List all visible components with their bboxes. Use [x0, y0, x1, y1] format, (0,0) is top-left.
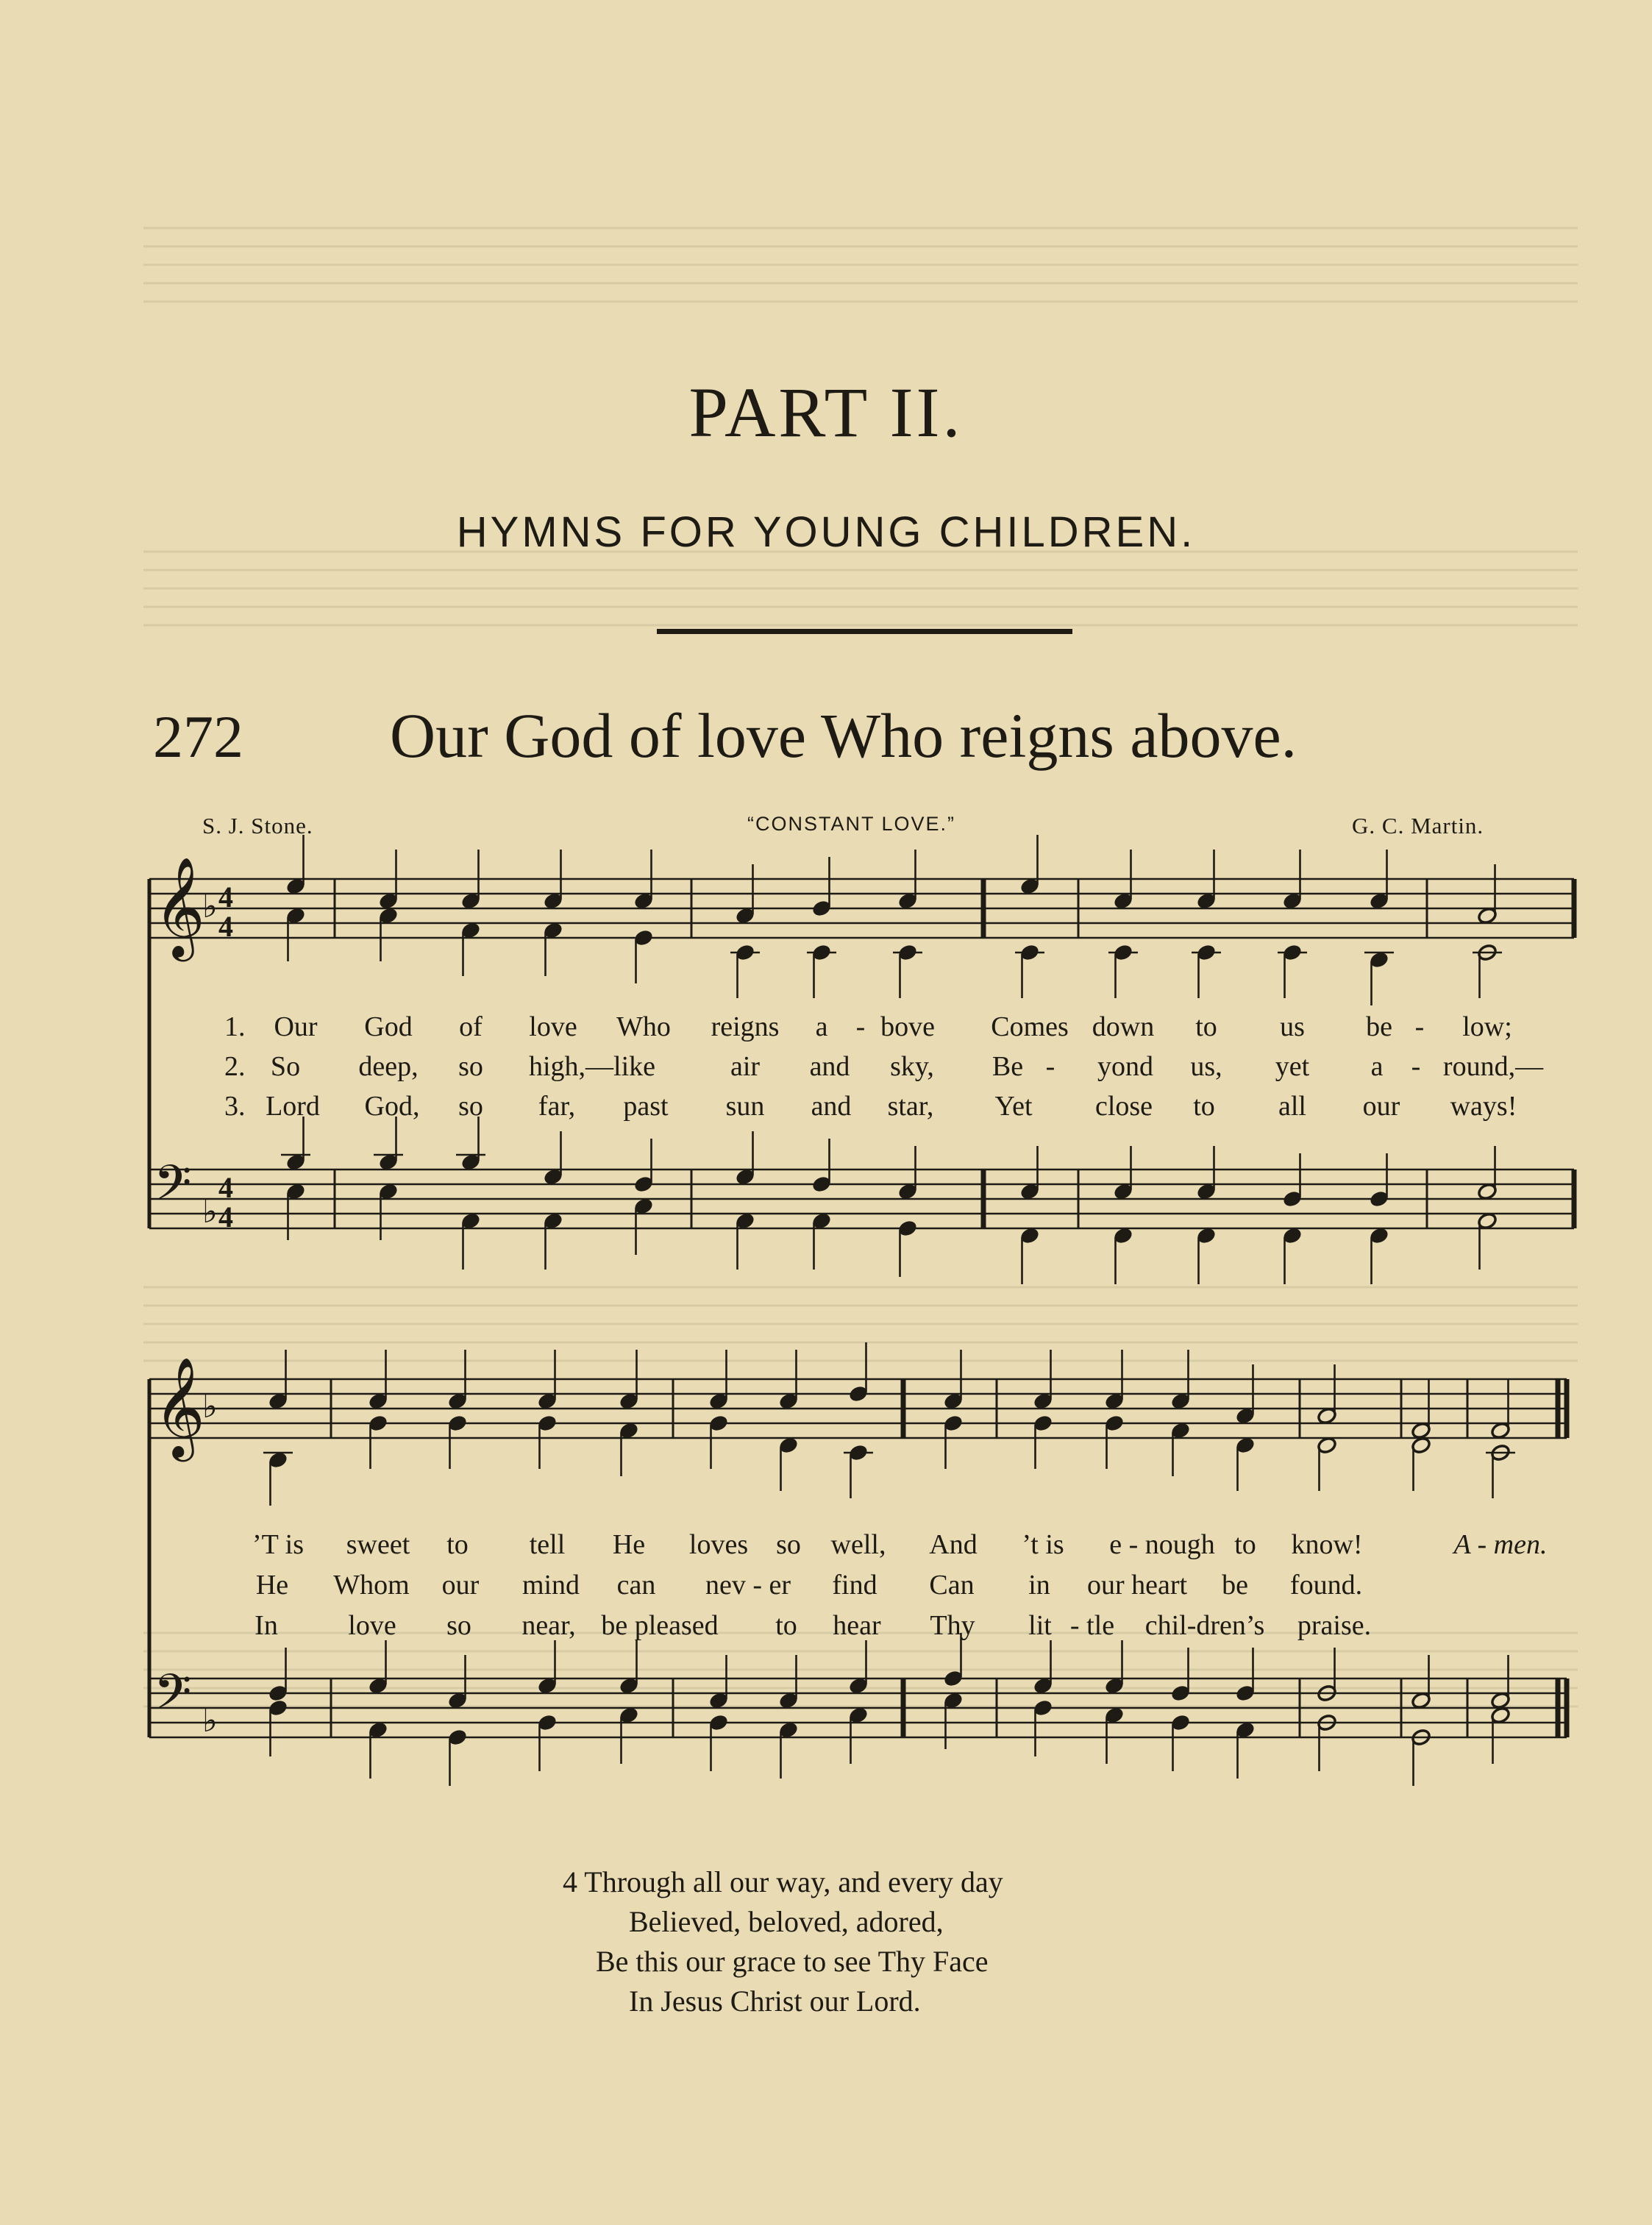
stanza-line: 4 Through all our way, and every day — [563, 1865, 1003, 1898]
lyric-syllable: ways! — [1450, 1091, 1517, 1122]
lyric-syllable: well, — [830, 1529, 886, 1560]
lyric-syllable: Who — [616, 1011, 671, 1042]
lyric-syllable: so — [458, 1091, 483, 1122]
lyric-syllable: loves — [688, 1529, 749, 1560]
lyric-syllable: yet — [1275, 1051, 1310, 1082]
lyric-syllable: so — [458, 1051, 483, 1082]
lyric-syllable: mind — [521, 1570, 580, 1601]
lyric-syllable: - — [1045, 1051, 1055, 1082]
lyric-syllable: be — [1222, 1570, 1248, 1601]
lyric-syllable: sky, — [890, 1051, 934, 1082]
lyric-syllable: Be — [991, 1051, 1024, 1082]
lyric-syllable: So — [270, 1051, 301, 1082]
lyric-syllable: a — [1370, 1051, 1384, 1082]
lyric-syllable: be — [1366, 1011, 1392, 1042]
lyric-syllable: to — [446, 1529, 469, 1560]
lyric-syllable: know! — [1291, 1529, 1363, 1560]
verse-number: 2. — [224, 1051, 246, 1082]
lyric-syllable: - — [855, 1011, 866, 1042]
lyric-syllable: Yet — [994, 1091, 1033, 1122]
lyric-syllable: praise. — [1297, 1610, 1372, 1641]
lyric-syllable: Our — [274, 1011, 318, 1042]
lyric-syllable: low; — [1462, 1011, 1512, 1042]
flat-icon: ♭ — [202, 1194, 218, 1230]
lyric-syllable: far, — [538, 1091, 576, 1122]
treble-clef-icon: 𝄞 — [154, 1359, 205, 1456]
lyric-syllable: round,— — [1442, 1051, 1544, 1082]
lyric-syllable: found. — [1289, 1570, 1363, 1601]
time-signature: 4 — [218, 880, 233, 914]
flat-icon: ♭ — [202, 1703, 218, 1739]
lyric-syllable: can — [616, 1570, 656, 1601]
author-credit: S. J. Stone. — [202, 813, 313, 839]
lyric-syllable: He — [255, 1570, 289, 1601]
lyric-syllable: our heart — [1086, 1570, 1188, 1601]
lyric-syllable: lit — [1028, 1610, 1052, 1641]
lyric-syllable: chil-dren’s — [1144, 1610, 1265, 1641]
stanza-line: In Jesus Christ our Lord. — [629, 1984, 921, 2018]
lyric-syllable: deep, — [358, 1051, 419, 1082]
lyric-syllable: be pleased — [601, 1610, 719, 1641]
tune-name: “CONSTANT LOVE.” — [747, 813, 956, 835]
lyric-syllable: Lord — [266, 1091, 320, 1122]
lyric-syllable: bove — [880, 1011, 935, 1042]
stanza-line: Be this our grace to see Thy Face — [596, 1945, 989, 1978]
section-subtitle: HYMNS FOR YOUNG CHILDREN. — [456, 508, 1196, 556]
lyric-syllable: In — [254, 1610, 278, 1641]
lyric-syllable: yond — [1097, 1051, 1153, 1082]
hymn-number: 272 — [153, 703, 243, 770]
lyric-syllable: so — [446, 1610, 471, 1641]
lyric-syllable: close — [1094, 1091, 1153, 1122]
lyric-syllable: to — [1193, 1091, 1215, 1122]
lyric-syllable: God, — [364, 1091, 420, 1122]
time-signature: 4 — [218, 1200, 233, 1233]
lyric-syllable: - — [1411, 1051, 1421, 1082]
lyric-syllable: ’t is — [1022, 1529, 1064, 1560]
lyric-syllable: He — [612, 1529, 646, 1560]
lyric-syllable: and — [809, 1051, 850, 1082]
lyric-syllable: high,—like — [528, 1051, 656, 1082]
stanza-line: Believed, beloved, adored, — [629, 1905, 944, 1938]
lyric-syllable: find — [832, 1570, 877, 1601]
lyric-syllable: Can — [929, 1570, 975, 1601]
lyric-syllable: our — [1362, 1091, 1400, 1122]
time-signature: 4 — [218, 910, 233, 943]
lyric-syllable: past — [623, 1091, 669, 1122]
lyric-syllable: of — [459, 1011, 483, 1042]
verse-number: 1. — [224, 1011, 246, 1042]
lyric-syllable: so — [776, 1529, 801, 1560]
lyric-syllable: God — [364, 1011, 413, 1042]
treble-clef-icon: 𝄞 — [154, 859, 205, 955]
lyric-syllable: to — [1195, 1011, 1217, 1042]
lyric-syllable: Whom — [333, 1570, 410, 1601]
time-signature: 4 — [218, 1171, 233, 1204]
lyric-syllable: our — [441, 1570, 480, 1601]
lyric-syllable: us, — [1190, 1051, 1222, 1082]
part-title: PART II. — [688, 373, 964, 452]
lyric-syllable: ’T is — [252, 1529, 305, 1560]
lyric-syllable: to — [1234, 1529, 1256, 1560]
lyric-syllable: near, — [521, 1610, 576, 1641]
bass-clef-icon: 𝄢 — [154, 1158, 192, 1222]
lyric-syllable: to — [775, 1610, 797, 1641]
lyric-syllable: star, — [887, 1091, 934, 1122]
lyric-syllable: nev - er — [705, 1570, 791, 1601]
lyric-syllable: e - nough — [1109, 1529, 1215, 1560]
lyric-syllable: tell — [529, 1529, 566, 1560]
lyric-syllable: and — [811, 1091, 852, 1122]
lyric-syllable: air — [730, 1051, 761, 1082]
lyric-syllable: in — [1028, 1570, 1050, 1601]
amen-lyric: A - men. — [1453, 1529, 1548, 1560]
lyric-syllable: a — [815, 1011, 828, 1042]
lyric-syllable: love — [529, 1011, 577, 1042]
lyric-syllable: sweet — [346, 1529, 410, 1560]
composer-credit: G. C. Martin. — [1352, 813, 1484, 839]
lyric-syllable: us — [1280, 1011, 1305, 1042]
lyric-syllable: And — [929, 1529, 978, 1560]
lyric-syllable: Thy — [930, 1610, 975, 1641]
lyric-syllable: all — [1278, 1091, 1306, 1122]
lyric-syllable: Comes — [991, 1011, 1069, 1042]
bass-clef-icon: 𝄢 — [154, 1667, 192, 1731]
lyric-syllable: - — [1414, 1011, 1425, 1042]
lyric-syllable: reigns — [711, 1011, 780, 1042]
hymn-title: Our God of love Who reigns above. — [390, 700, 1297, 771]
lyric-syllable: sun — [725, 1091, 765, 1122]
lyric-syllable: love — [348, 1610, 396, 1641]
verse-number: 3. — [224, 1091, 246, 1122]
lyric-syllable: down — [1092, 1011, 1155, 1042]
flat-icon: ♭ — [202, 1389, 218, 1425]
lyric-syllable: hear — [833, 1610, 881, 1641]
lyric-syllable: - tle — [1069, 1610, 1115, 1641]
flat-icon: ♭ — [202, 889, 218, 925]
